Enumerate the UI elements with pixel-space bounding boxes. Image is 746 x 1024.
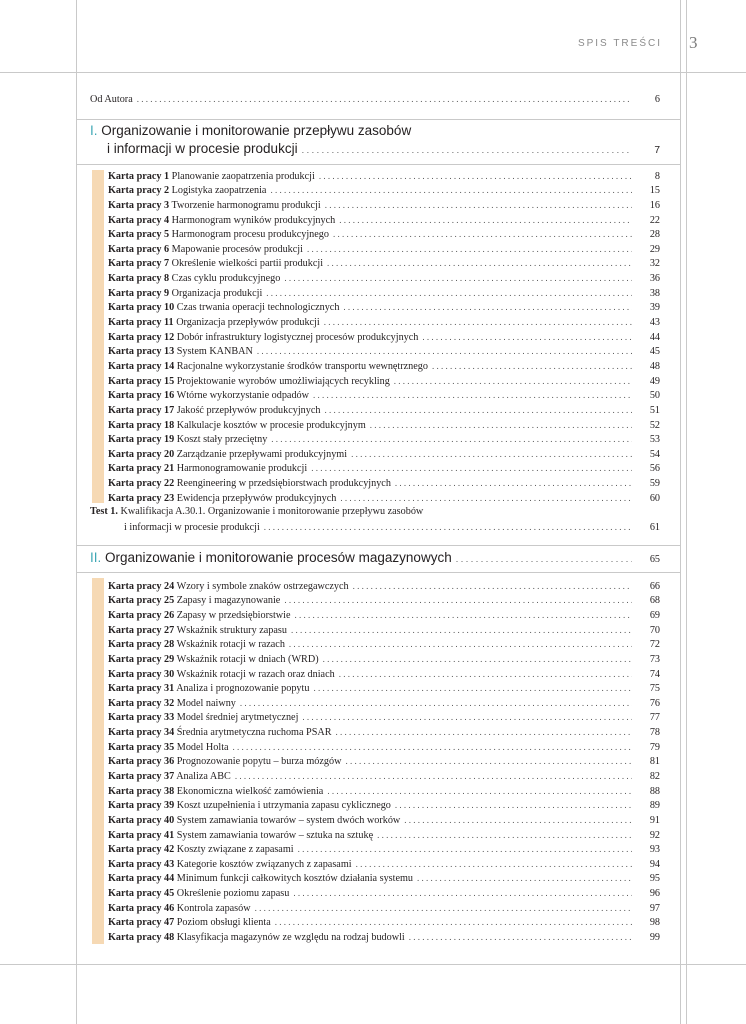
worksheet-title: Organizacja produkcji xyxy=(171,287,263,299)
worksheet-title: Koszty związane z zapasami xyxy=(176,844,294,856)
toc-entry-worksheet[interactable] xyxy=(90,403,660,418)
worksheet-title: Wskaźnik rotacji w dniach (WRD) xyxy=(176,653,319,665)
worksheet-title: Harmonogramowanie produkcji xyxy=(176,463,308,475)
entry-page: 81 xyxy=(649,756,660,768)
section2-entries xyxy=(90,579,660,945)
entry-page: 39 xyxy=(649,302,660,314)
toc-entry-worksheet[interactable] xyxy=(90,652,660,667)
toc-entry-worksheet[interactable] xyxy=(90,256,660,271)
worksheet-title: Dobór infrastruktury logistycznej procesów produkcyjnych xyxy=(176,331,419,343)
entry-page: 16 xyxy=(649,199,660,211)
worksheet-number: Karta pracy 14 xyxy=(108,360,175,372)
toc-entry-worksheet[interactable] xyxy=(90,696,660,711)
worksheet-number: Karta pracy 11 xyxy=(108,317,174,329)
entry-page: 69 xyxy=(649,609,660,621)
worksheet-title: Zapasy i magazynowanie xyxy=(176,595,281,607)
worksheet-number: Karta pracy 10 xyxy=(108,302,175,314)
worksheet-title: Poziom obsługi klienta xyxy=(176,917,271,929)
toc-entry-worksheet[interactable] xyxy=(90,344,660,359)
toc-entry-worksheet[interactable] xyxy=(90,769,660,784)
entry-page: 96 xyxy=(649,888,660,900)
worksheet-title: Reengineering w przedsiębiorstwach produkcyjnych xyxy=(176,478,391,490)
worksheet-number: Karta pracy 16 xyxy=(108,390,175,402)
worksheet-number: Karta pracy 20 xyxy=(108,448,175,460)
entry-page: 93 xyxy=(649,844,660,856)
worksheet-number: Karta pracy 25 xyxy=(108,595,175,607)
worksheet-title: Zarządzanie przepływami produkcyjnymi xyxy=(176,448,348,460)
entry-page: 38 xyxy=(649,287,660,299)
worksheet-number: Karta pracy 30 xyxy=(108,668,175,680)
entry-page: 68 xyxy=(649,595,660,607)
entry-page: 15 xyxy=(649,185,660,197)
entry-page: 79 xyxy=(649,741,660,753)
worksheet-number: Karta pracy 45 xyxy=(108,888,175,900)
toc-entry-worksheet[interactable] xyxy=(90,637,660,652)
worksheet-number: Karta pracy 39 xyxy=(108,800,175,812)
margin-rule-right xyxy=(680,0,681,1024)
worksheet-title: System zamawiania towarów – sztuka na sztukę xyxy=(176,829,374,841)
worksheet-number: Karta pracy 42 xyxy=(108,844,175,856)
toc-entry-worksheet[interactable] xyxy=(90,359,660,374)
toc-entry-worksheet[interactable] xyxy=(90,593,660,608)
entry-page: 8 xyxy=(654,170,660,182)
toc-entry-worksheet[interactable] xyxy=(90,169,660,184)
section-title-cont: i informacji w procesie produkcji xyxy=(107,140,298,156)
toc-entry-worksheet[interactable] xyxy=(90,300,660,315)
worksheet-number: Karta pracy 9 xyxy=(108,287,170,299)
worksheet-title: Prognozowanie popytu – burza mózgów xyxy=(176,756,342,768)
section1-entries xyxy=(90,169,660,506)
toc-entry-worksheet[interactable] xyxy=(90,681,660,696)
toc-entry-worksheet[interactable] xyxy=(90,286,660,301)
toc-entry-worksheet[interactable] xyxy=(90,798,660,813)
worksheet-number: Karta pracy 24 xyxy=(108,580,175,592)
entry-label: Od Autora xyxy=(90,94,133,105)
entry-page: 73 xyxy=(649,653,660,665)
worksheet-title: Minimum funkcji całkowitych kosztów działania systemu xyxy=(176,873,414,885)
worksheet-number: Karta pracy 12 xyxy=(108,331,175,343)
entry-page: 44 xyxy=(649,331,660,343)
worksheet-number: Karta pracy 23 xyxy=(108,492,175,504)
entry-page: 65 xyxy=(649,553,660,565)
toc-entry-worksheet[interactable] xyxy=(90,901,660,916)
worksheet-number: Karta pracy 41 xyxy=(108,829,175,841)
toc-entry-worksheet[interactable] xyxy=(90,915,660,930)
section-number: I. xyxy=(90,122,98,138)
toc-entry-worksheet[interactable] xyxy=(90,608,660,623)
worksheet-number: Karta pracy 21 xyxy=(108,463,175,475)
entry-page: 77 xyxy=(649,712,660,724)
entry-page: 50 xyxy=(649,390,660,402)
worksheet-number: Karta pracy 7 xyxy=(108,258,170,270)
section-number: II. xyxy=(90,549,102,565)
toc-entry-worksheet[interactable] xyxy=(90,842,660,857)
margin-rule-right-2 xyxy=(686,0,687,1024)
worksheet-number: Karta pracy 38 xyxy=(108,785,175,797)
entry-page: 72 xyxy=(649,639,660,651)
worksheet-title: Tworzenie harmonogramu produkcji xyxy=(171,199,321,211)
worksheet-number: Karta pracy 36 xyxy=(108,756,175,768)
section-title: Organizowanie i monitorowanie procesów magazynowych xyxy=(105,549,452,565)
toc-entry-worksheet[interactable] xyxy=(90,374,660,389)
worksheet-number: Karta pracy 13 xyxy=(108,346,175,358)
toc-entry-worksheet[interactable] xyxy=(90,432,660,447)
toc-entry-worksheet[interactable] xyxy=(90,447,660,462)
worksheet-title: Czas trwania operacji technologicznych xyxy=(176,302,340,314)
worksheet-number: Karta pracy 46 xyxy=(108,902,175,914)
worksheet-title: Wskaźnik rotacji w razach oraz dniach xyxy=(176,668,335,680)
worksheet-title: Wskaźnik rotacji w razach xyxy=(176,639,285,651)
entry-page: 98 xyxy=(649,917,660,929)
entry-page: 88 xyxy=(649,785,660,797)
toc-entry-worksheet[interactable] xyxy=(90,476,660,491)
entry-page: 89 xyxy=(649,800,660,812)
toc-entry-worksheet[interactable] xyxy=(90,213,660,228)
worksheet-title: Klasyfikacja magazynów ze względu na rodzaj budowli xyxy=(176,932,405,944)
entry-page: 94 xyxy=(649,858,660,870)
worksheet-title: Planowanie zaopatrzenia produkcji xyxy=(171,170,315,182)
worksheet-title: System KANBAN xyxy=(176,346,253,358)
worksheet-number: Karta pracy 34 xyxy=(108,727,175,739)
worksheet-number: Karta pracy 47 xyxy=(108,917,175,929)
entry-page: 66 xyxy=(649,580,660,592)
worksheet-title: Określenie wielkości partii produkcji xyxy=(171,258,324,270)
worksheet-title: Organizacja przepływów produkcji xyxy=(176,317,320,329)
worksheet-title: Ekonomiczna wielkość zamówienia xyxy=(176,785,324,797)
worksheet-title: Wskaźnik struktury zapasu xyxy=(176,624,287,636)
toc-entry-worksheet[interactable] xyxy=(90,857,660,872)
worksheet-number: Karta pracy 3 xyxy=(108,199,170,211)
worksheet-number: Karta pracy 43 xyxy=(108,858,175,870)
entry-page: 61 xyxy=(649,522,660,534)
worksheet-number: Karta pracy 18 xyxy=(108,419,175,431)
toc-entry-worksheet[interactable] xyxy=(90,930,660,945)
toc-entry-worksheet[interactable] xyxy=(90,330,660,345)
worksheet-title: Wzory i symbole znaków ostrzegawczych xyxy=(176,580,349,592)
worksheet-title: Zapasy w przedsiębiorstwie xyxy=(176,609,291,621)
worksheet-number: Karta pracy 29 xyxy=(108,653,175,665)
entry-page: 75 xyxy=(649,683,660,695)
entry-page: 74 xyxy=(649,668,660,680)
entry-page: 76 xyxy=(649,697,660,709)
worksheet-title: Racjonalne wykorzystanie środków transportu wewnętrznego xyxy=(176,360,428,372)
test-label: Test 1. xyxy=(90,506,118,518)
worksheet-number: Karta pracy 8 xyxy=(108,273,170,285)
entry-page: 49 xyxy=(649,375,660,387)
worksheet-number: Karta pracy 19 xyxy=(108,434,175,446)
running-header: SPIS TREŚCI xyxy=(577,38,662,49)
test-title-cont: i informacji w procesie produkcji xyxy=(124,522,260,534)
toc-entry-worksheet[interactable] xyxy=(90,725,660,740)
header-rule xyxy=(0,72,746,73)
toc-entry-worksheet[interactable] xyxy=(90,828,660,843)
worksheet-title: Analiza i prognozowanie popytu xyxy=(176,683,310,695)
toc-entry-worksheet[interactable] xyxy=(90,667,660,682)
worksheet-title: Harmonogram wyników produkcyjnych xyxy=(171,214,336,226)
worksheet-number: Karta pracy 40 xyxy=(108,814,175,826)
entry-page: 78 xyxy=(649,727,660,739)
toc-entry-worksheet[interactable] xyxy=(90,227,660,242)
entry-page: 36 xyxy=(649,273,660,285)
worksheet-number: Karta pracy 6 xyxy=(108,243,170,255)
worksheet-number: Karta pracy 22 xyxy=(108,478,175,490)
entry-page: 28 xyxy=(649,229,660,241)
toc-entry-worksheet[interactable] xyxy=(90,813,660,828)
toc-entry-worksheet[interactable] xyxy=(90,242,660,257)
worksheet-title: Mapowanie procesów produkcji xyxy=(171,243,303,255)
worksheet-number: Karta pracy 5 xyxy=(108,229,170,241)
section1-heading[interactable] xyxy=(90,122,660,140)
worksheet-number: Karta pracy 15 xyxy=(108,375,175,387)
toc-entry-worksheet[interactable] xyxy=(90,491,660,506)
test-entry[interactable] xyxy=(90,505,660,520)
entry-page: 32 xyxy=(649,258,660,270)
entry-page: 92 xyxy=(649,829,660,841)
worksheet-title: Analiza ABC xyxy=(176,770,231,782)
worksheet-number: Karta pracy 33 xyxy=(108,712,175,724)
test-title: Kwalifikacja A.30.1. Organizowanie i monitorowanie przepływu zasobów xyxy=(120,506,424,518)
entry-page: 45 xyxy=(649,346,660,358)
entry-page: 60 xyxy=(649,492,660,504)
entry-page: 51 xyxy=(649,404,660,416)
toc-entry-worksheet[interactable] xyxy=(90,315,660,330)
toc-entry-worksheet[interactable] xyxy=(90,271,660,286)
worksheet-number: Karta pracy 37 xyxy=(108,770,175,782)
worksheet-title: Model naiwny xyxy=(176,697,236,709)
worksheet-number: Karta pracy 32 xyxy=(108,697,175,709)
toc-entry-worksheet[interactable] xyxy=(90,623,660,638)
worksheet-title: Koszt uzupełnienia i utrzymania zapasu cyklicznego xyxy=(176,800,391,812)
entry-page: 99 xyxy=(649,932,660,944)
page-number: 3 xyxy=(689,33,698,52)
worksheet-title: Harmonogram procesu produkcyjnego xyxy=(171,229,329,241)
toc-entry-worksheet[interactable] xyxy=(90,461,660,476)
toc-entry-worksheet[interactable] xyxy=(90,886,660,901)
worksheet-number: Karta pracy 17 xyxy=(108,404,175,416)
toc-entry-worksheet[interactable] xyxy=(90,388,660,403)
entry-page: 22 xyxy=(649,214,660,226)
worksheet-title: Wtórne wykorzystanie odpadów xyxy=(176,390,309,402)
entry-page: 43 xyxy=(649,317,660,329)
entry-page: 56 xyxy=(649,463,660,475)
worksheet-title: Kontrola zapasów xyxy=(176,902,251,914)
toc-entry-worksheet[interactable] xyxy=(90,710,660,725)
worksheet-number: Karta pracy 1 xyxy=(108,170,170,182)
entry-page: 48 xyxy=(649,360,660,372)
entry-page: 52 xyxy=(649,419,660,431)
entry-page: 7 xyxy=(654,144,660,156)
worksheet-title: Koszt stały przeciętny xyxy=(176,434,268,446)
section1-heading-line2[interactable] xyxy=(90,140,660,158)
footer-rule xyxy=(0,964,746,965)
entry-page: 59 xyxy=(649,478,660,490)
entry-page: 53 xyxy=(649,434,660,446)
toc-entry-worksheet[interactable] xyxy=(90,740,660,755)
worksheet-title: Projektowanie wyrobów umożliwiających recykling xyxy=(176,375,390,387)
entry-page: 70 xyxy=(649,624,660,636)
toc-entry-intro[interactable] xyxy=(90,92,660,107)
entry-page: 29 xyxy=(649,243,660,255)
worksheet-title: Model średniej arytmetycznej xyxy=(176,712,299,724)
worksheet-number: Karta pracy 48 xyxy=(108,932,175,944)
worksheet-number: Karta pracy 4 xyxy=(108,214,170,226)
worksheet-number: Karta pracy 28 xyxy=(108,639,175,651)
worksheet-title: Kalkulacje kosztów w procesie produkcyjnym xyxy=(176,419,366,431)
table-of-contents xyxy=(90,92,660,945)
worksheet-number: Karta pracy 31 xyxy=(108,683,175,695)
test-entry-line2[interactable] xyxy=(90,520,660,535)
worksheet-title: Średnia arytmetyczna ruchoma PSAR xyxy=(176,727,332,739)
entry-page: 95 xyxy=(649,873,660,885)
worksheet-title: Określenie poziomu zapasu xyxy=(176,888,290,900)
worksheet-number: Karta pracy 26 xyxy=(108,609,175,621)
entry-page: 6 xyxy=(654,94,660,105)
worksheet-title: Kategorie kosztów związanych z zapasami xyxy=(176,858,352,870)
section-title: Organizowanie i monitorowanie przepływu zasobów xyxy=(101,122,412,138)
entry-page: 97 xyxy=(649,902,660,914)
worksheet-number: Karta pracy 35 xyxy=(108,741,175,753)
worksheet-title: Model Holta xyxy=(176,741,229,753)
toc-entry-worksheet[interactable] xyxy=(90,754,660,769)
toc-entry-worksheet[interactable] xyxy=(90,871,660,886)
toc-entry-worksheet[interactable] xyxy=(90,198,660,213)
toc-entry-worksheet[interactable] xyxy=(90,784,660,799)
toc-entry-worksheet[interactable] xyxy=(90,183,660,198)
margin-rule-left xyxy=(76,0,77,1024)
worksheet-title: Logistyka zaopatrzenia xyxy=(171,185,267,197)
worksheet-title: Jakość przepływów produkcyjnych xyxy=(176,404,321,416)
worksheet-title: Czas cyklu produkcyjnego xyxy=(171,273,281,285)
worksheet-number: Karta pracy 2 xyxy=(108,185,170,197)
entry-page: 82 xyxy=(649,770,660,782)
entry-page: 54 xyxy=(649,448,660,460)
section2-heading[interactable] xyxy=(90,549,660,567)
toc-entry-worksheet[interactable] xyxy=(90,418,660,433)
worksheet-number: Karta pracy 27 xyxy=(108,624,175,636)
toc-entry-worksheet[interactable] xyxy=(90,579,660,594)
worksheet-title: System zamawiania towarów – system dwóch worków xyxy=(176,814,401,826)
worksheet-number: Karta pracy 44 xyxy=(108,873,175,885)
worksheet-title: Ewidencja przepływów produkcyjnych xyxy=(176,492,337,504)
entry-page: 91 xyxy=(649,814,660,826)
